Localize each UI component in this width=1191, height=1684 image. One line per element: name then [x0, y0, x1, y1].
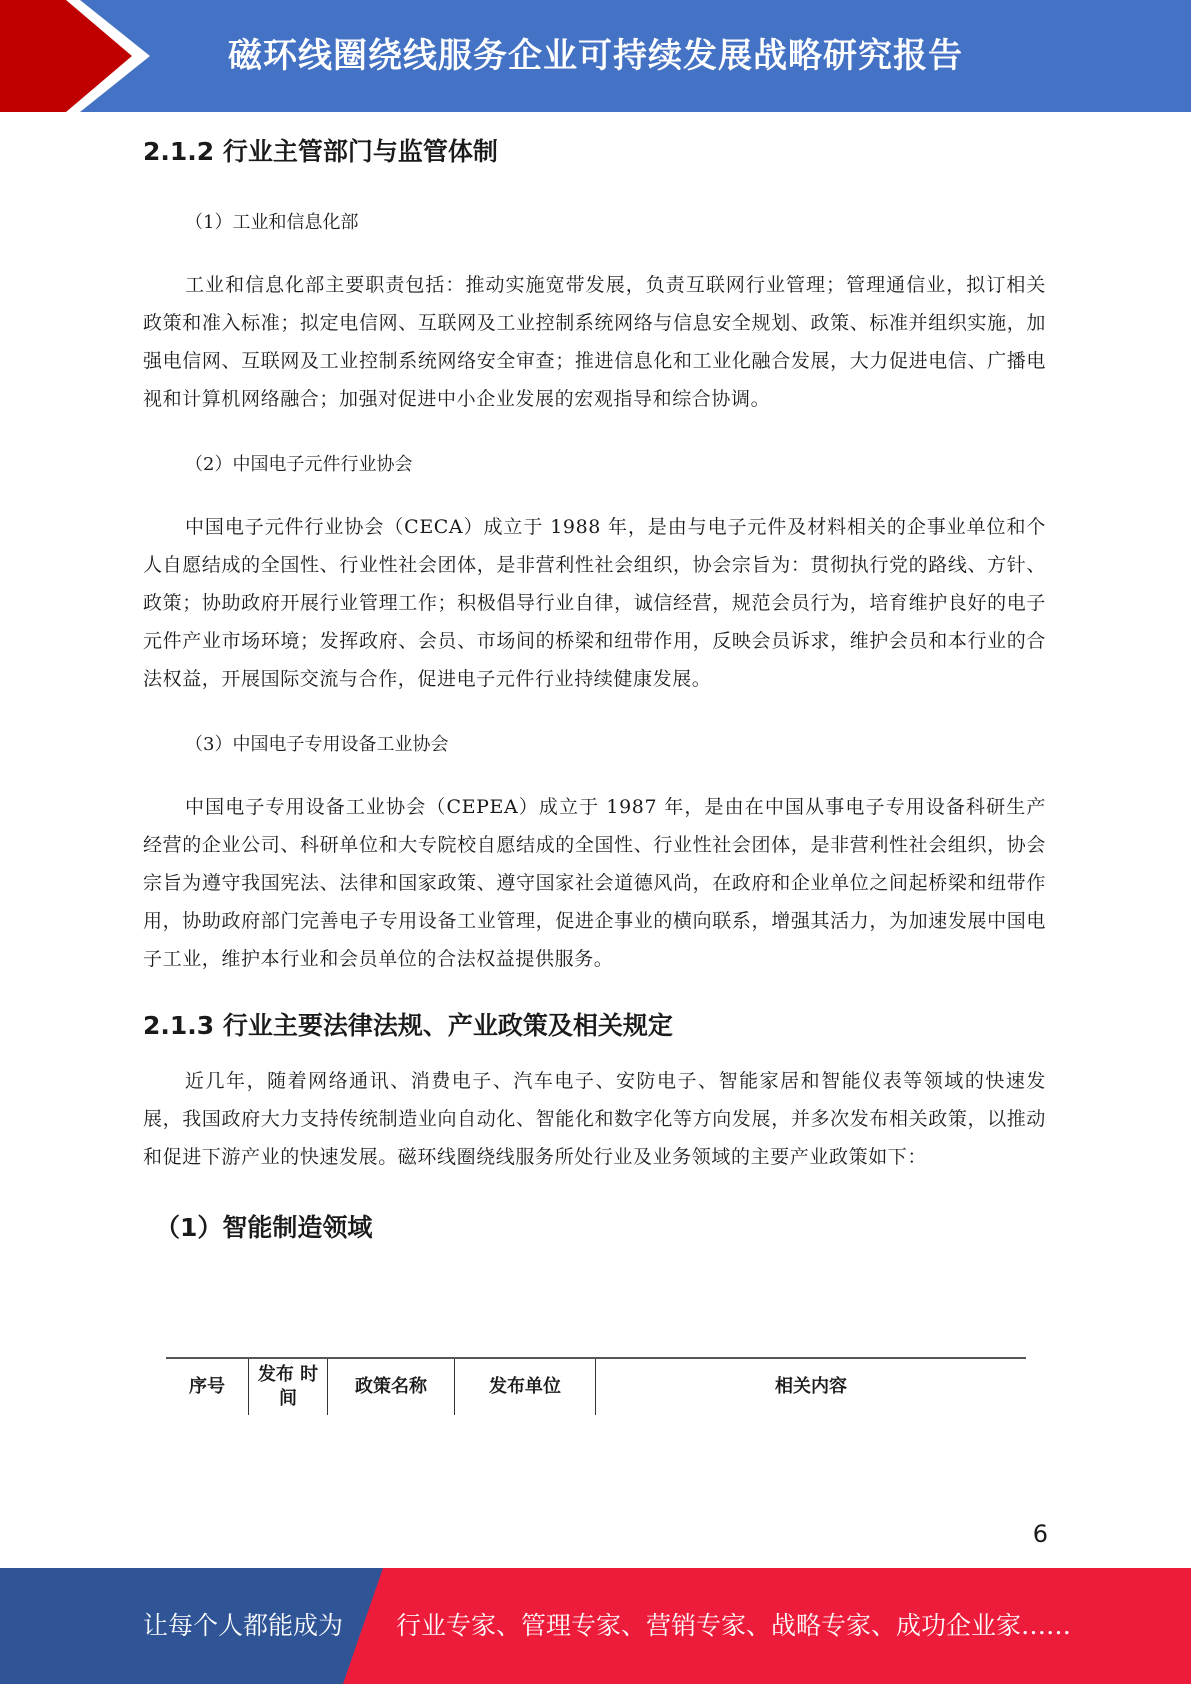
- item-paragraph-ceca: 中国电子元件行业协会（CECA）成立于 1988 年，是由与电子元件及材料相关的企事业单位和个人自愿结成的全国性、行业性社会团体，是非营利性社会组织，协会宗旨为：贯彻执行党的路线、方针、政策；协助政府开展行业管理工作；积极倡导行业自律，诚信经营，规范会员行为，培育维护良好的电子元件产业市场环境；发挥政府、会员、市场间的桥梁和纽带作用，反映会员诉求，维护会员和本行业的合法权益，开展国际交流与合作，促进电子元件行业持续健康发展。: [143, 516, 1046, 690]
- footer-bar: [0, 1568, 1191, 1684]
- section-heading-2-1-3: 2.1.3 行业主要法律法规、产业政策及相关规定: [143, 1011, 673, 1040]
- subheading-smart-manufacturing: （1）智能制造领域: [155, 1213, 373, 1242]
- col-header-date: 发布 时间: [249, 1358, 328, 1415]
- table-header-row: [166, 1358, 1026, 1415]
- col-header-policy-name: 政策名称: [328, 1358, 455, 1415]
- item-paragraph-miit: 工业和信息化部主要职责包括：推动实施宽带发展，负责互联网行业管理；管理通信业，拟订相关政策和准入标准；拟定电信网、互联网及工业控制系统网络与信息安全规划、政策、标准并组织实施，加强电信网、互联网及工业控制系统网络安全审查；推进信息化和工业化融合发展，大力促进电信、广播电视和计算机网络融合；加强对促进中小企业发展的宏观指导和综合协调。: [143, 274, 1046, 410]
- page-number: 6: [1032, 1520, 1048, 1548]
- col-header-index: 序号: [166, 1358, 249, 1415]
- report-title: 磁环线圈绕线服务企业可持续发展战略研究报告: [228, 36, 963, 76]
- policy-table: [166, 1357, 1026, 1415]
- item-label-cepea: （3）中国电子专用设备工业协会: [185, 734, 449, 755]
- header-bar: [0, 0, 1191, 112]
- item-paragraph-cepea: 中国电子专用设备工业协会（CEPEA）成立于 1987 年，是由在中国从事电子专用设备科研生产经营的企业公司、科研单位和大专院校自愿结成的全国性、行业性社会团体，是非营利性社会组织，协会宗旨为遵守我国宪法、法律和国家政策、遵守国家社会道德风尚，在政府和企业单位之间起桥梁和纽带作用，协助政府部门完善电子专用设备工业管理，促进企事业的横向联系，增强其活力，为加速发展中国电子工业，维护本行业和会员单位的合法权益提供服务。: [143, 796, 1046, 970]
- footer-slogan-left: 让每个人都能成为: [143, 1611, 344, 1640]
- item-label-miit: （1）工业和信息化部: [185, 212, 359, 233]
- item-label-ceca: （2）中国电子元件行业协会: [185, 454, 413, 475]
- col-header-issuer: 发布单位: [455, 1358, 596, 1415]
- footer-slogan-right: 行业专家、管理专家、营销专家、战略专家、成功企业家……: [396, 1611, 1072, 1640]
- header-chevron-icon: [0, 0, 160, 112]
- section-intro-paragraph: 近几年，随着网络通讯、消费电子、汽车电子、安防电子、智能家居和智能仪表等领域的快速发展，我国政府大力支持传统制造业向自动化、智能化和数字化等方向发展，并多次发布相关政策，以推动和促进下游产业的快速发展。磁环线圈绕线服务所处行业及业务领域的主要产业政策如下：: [143, 1070, 1046, 1168]
- col-header-content: 相关内容: [596, 1358, 1027, 1415]
- document-body: [143, 112, 1046, 1244]
- section-heading-2-1-2: 2.1.2 行业主管部门与监管体制: [143, 137, 498, 166]
